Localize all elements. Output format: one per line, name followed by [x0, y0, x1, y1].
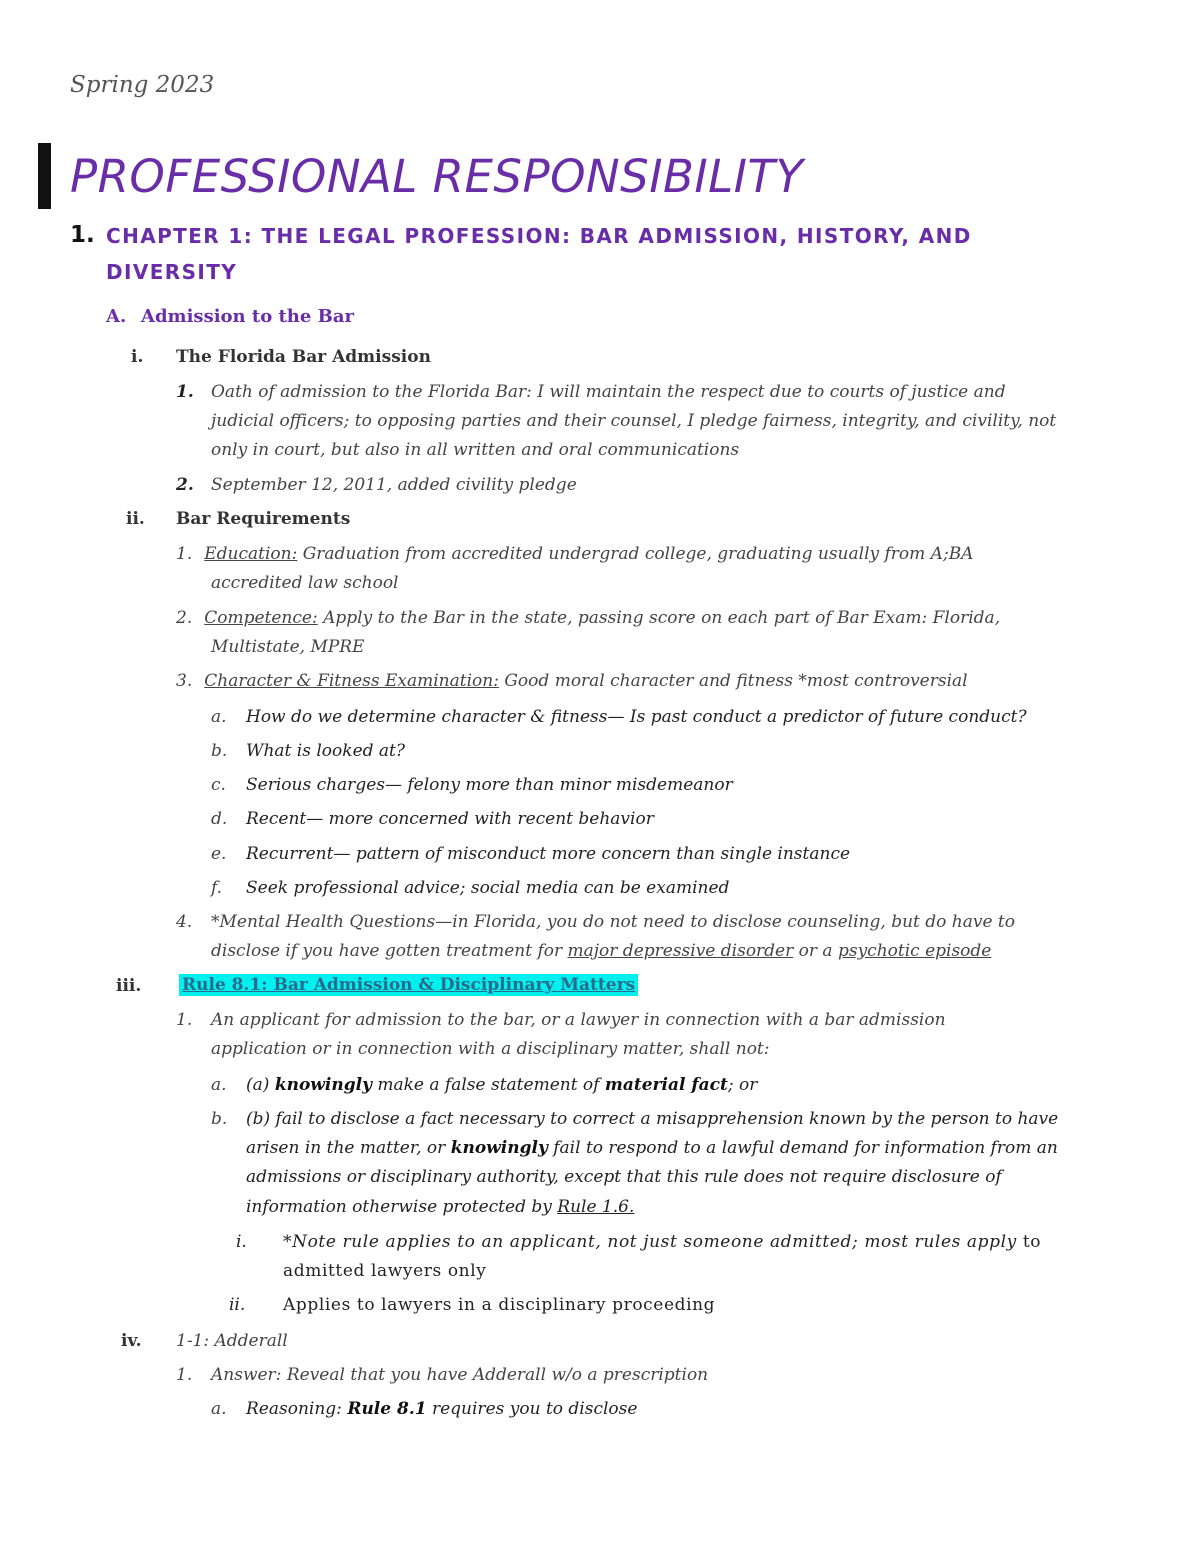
text-run: Reasoning:: [246, 1399, 348, 1419]
text-run: disclose if you have gotten treatment for: [211, 941, 568, 961]
subsection-i-marker: i.: [131, 347, 144, 367]
requirement-competence: [176, 608, 1000, 628]
requirement-competence-line2: Multistate, MPRE: [211, 637, 365, 657]
list-item: Serious charges— felony more than minor misdemeanor: [246, 775, 733, 795]
rule-1-6-link[interactable]: Rule 1.6.: [557, 1197, 635, 1217]
list-item-marker: d.: [211, 809, 228, 829]
list-item: Recent— more concerned with recent behavior: [246, 809, 654, 829]
list-item-marker: b.: [211, 741, 228, 761]
rule-text-line1: An applicant for admission to the bar, or a lawyer in connection with a bar admission: [211, 1010, 946, 1030]
requirement-text: Good moral character and fitness *most controversial: [498, 671, 968, 691]
rule-clause-b-line1: (b) fail to disclose a fact necessary to correct a misapprehension known by the person to have: [246, 1109, 1059, 1129]
chapter-heading-line2: DIVERSITY: [106, 260, 238, 284]
item-number: 2.: [176, 475, 194, 495]
item-number: 4.: [176, 912, 193, 932]
list-item-marker: a.: [211, 1399, 227, 1419]
mental-health-line1: *Mental Health Questions—in Florida, you do not need to disclose counseling, but do have to: [211, 912, 1015, 932]
requirement-label: Character & Fitness Examination:: [204, 671, 499, 691]
note-line1: [283, 1232, 1041, 1252]
subsection-iv-title: 1-1: Adderall: [176, 1331, 288, 1351]
item-number: 1.: [176, 544, 193, 564]
subsection-ii-title: Bar Requirements: [176, 509, 351, 529]
text-run: (a): [246, 1075, 275, 1095]
text-run: requires you to disclose: [426, 1399, 638, 1419]
subsection-i-title: The Florida Bar Admission: [176, 347, 431, 367]
list-item: Recurrent— pattern of misconduct more concern than single instance: [246, 844, 851, 864]
term-label: Spring 2023: [70, 72, 215, 98]
item-number: 1.: [176, 382, 194, 402]
underlined-term: psychotic episode: [837, 941, 992, 961]
requirement-education-line2: accredited law school: [211, 573, 399, 593]
bold-term: knowingly: [274, 1075, 372, 1095]
list-item-marker: e.: [211, 844, 227, 864]
chapter-number: 1.: [70, 222, 95, 248]
rule-text-line2: application or in connection with a disciplinary matter, shall not:: [211, 1039, 770, 1059]
list-item: Seek professional advice; social media can be examined: [246, 878, 730, 898]
oath-line-3: only in court, but also in all written and oral communications: [211, 440, 740, 460]
list-item-marker: i.: [236, 1232, 247, 1252]
document-title: PROFESSIONAL RESPONSIBILITY: [70, 150, 804, 203]
rule-8-1-heading[interactable]: Rule 8.1: Bar Admission & Disciplinary Matters: [179, 974, 638, 996]
requirement-label: Competence:: [204, 608, 318, 628]
rule-clause-b-line3: admissions or disciplinary authority, except that this rule does not require disclosure of: [246, 1167, 1002, 1187]
requirement-education: [176, 544, 973, 564]
text-run: make a false statement of: [371, 1075, 605, 1095]
adderall-reasoning: [246, 1399, 637, 1419]
list-item-marker: a.: [211, 707, 227, 727]
mental-health-line2: [211, 941, 991, 961]
heading-bar: [38, 143, 51, 209]
item-number: 2.: [176, 608, 193, 628]
text-run: to: [1016, 1232, 1042, 1252]
requirement-character: [176, 671, 968, 691]
item-number: 3.: [176, 671, 193, 691]
oath-line-1: Oath of admission to the Florida Bar: I will maintain the respect due to courts of justice and: [211, 382, 1006, 402]
text-run: *Note rule applies to an applicant, not just someone admitted; most rules apply: [283, 1232, 1017, 1252]
rule-clause-b-line2: [246, 1138, 1058, 1158]
subsection-ii-marker: ii.: [126, 509, 145, 529]
requirement-text: Apply to the Bar in the state, passing score on each part of Bar Exam: Florida,: [317, 608, 1001, 628]
text-run: or a: [793, 941, 838, 961]
list-item-marker: f.: [211, 878, 223, 898]
bold-term: Rule 8.1: [347, 1399, 427, 1419]
list-item-marker: ii.: [229, 1295, 246, 1315]
bold-term: material fact: [604, 1075, 728, 1095]
adderall-answer: Answer: Reveal that you have Adderall w/o a prescription: [211, 1365, 709, 1385]
bold-term: knowingly: [450, 1138, 548, 1158]
text-run: fail to respond to a lawful demand for information from an: [547, 1138, 1058, 1158]
rule-clause-b-line4: [246, 1197, 634, 1217]
section-a-marker: A.: [106, 306, 127, 327]
text-run: ; or: [727, 1075, 758, 1095]
subsection-iv-marker: iv.: [121, 1331, 142, 1351]
list-item: How do we determine character & fitness— Is past conduct a predictor of future conduct?: [246, 707, 1027, 727]
requirement-text: Graduation from accredited undergrad college, graduating usually from A;BA: [297, 544, 974, 564]
underlined-term: major depressive disorder: [567, 941, 794, 961]
requirement-label: Education:: [204, 544, 298, 564]
list-item-marker: a.: [211, 1075, 227, 1095]
subsection-iii-marker: iii.: [116, 976, 142, 996]
text-run: arisen in the matter, or: [246, 1138, 451, 1158]
item-number: 1.: [176, 1365, 193, 1385]
list-item-marker: b.: [211, 1109, 228, 1129]
rule-clause-a: [246, 1075, 757, 1095]
civility-pledge-date: September 12, 2011, added civility pledge: [211, 475, 577, 495]
section-a-title: Admission to the Bar: [141, 306, 354, 327]
text-run: information otherwise protected by: [246, 1197, 558, 1217]
list-item: What is looked at?: [246, 741, 405, 761]
note-line2: admitted lawyers only: [283, 1261, 487, 1281]
item-number: 1.: [176, 1010, 193, 1030]
chapter-heading-line1: CHAPTER 1: THE LEGAL PROFESSION: BAR ADMISSION, HISTORY, AND: [106, 224, 972, 248]
note-disciplinary: Applies to lawyers in a disciplinary proceeding: [283, 1295, 716, 1315]
rule-8-1-link[interactable]: [179, 975, 638, 995]
oath-line-2: judicial officers; to opposing parties and their counsel, I pledge fairness, integrity, and civility, not: [211, 411, 1057, 431]
list-item-marker: c.: [211, 775, 226, 795]
